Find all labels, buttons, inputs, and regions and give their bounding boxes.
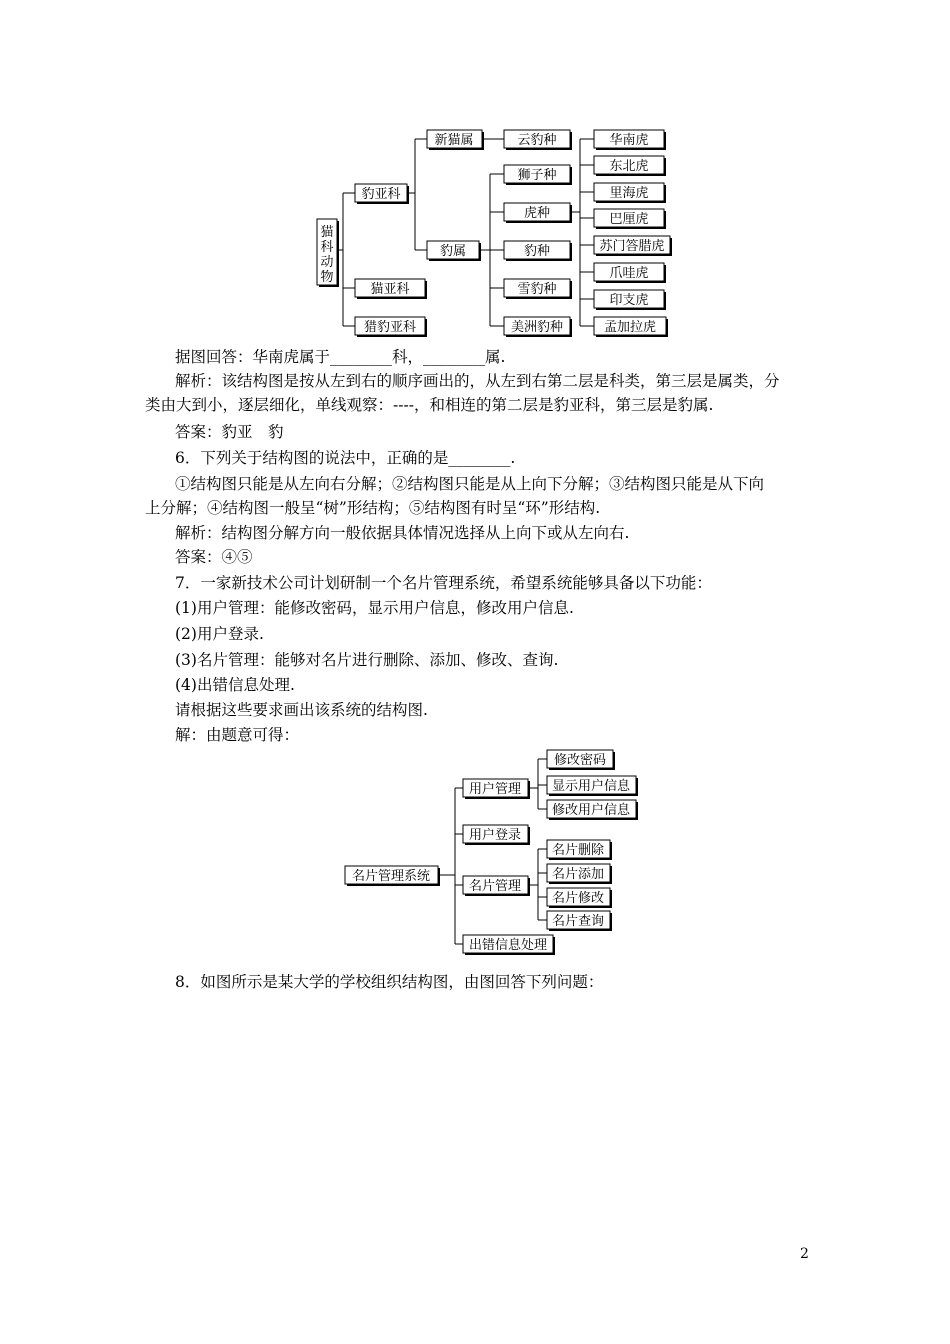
svg-text:名片删除: 名片删除	[551, 843, 605, 858]
svg-text:豹属: 豹属	[439, 244, 467, 259]
svg-text:名片管理: 名片管理	[468, 879, 522, 894]
node-level1-2	[463, 876, 530, 896]
svg-text:巴厘虎: 巴厘虎	[609, 212, 649, 227]
question-prompt: 据图回答：华南虎属于________科，________属.	[175, 348, 506, 366]
node-subspecies-7	[594, 317, 668, 337]
question-7-requirement: 请根据这些要求画出该系统的结构图.	[175, 701, 428, 719]
svg-text:猎豹亚科: 猎豹亚科	[363, 320, 417, 335]
svg-text:虎种: 虎种	[523, 206, 551, 221]
svg-text:爪哇虎: 爪哇虎	[609, 266, 649, 281]
svg-text:名片管理系统: 名片管理系统	[351, 869, 431, 884]
answer-6: 答案：④⑤	[175, 548, 253, 566]
svg-text:用户登录: 用户登录	[468, 828, 522, 843]
node-subspecies-6	[594, 290, 666, 310]
svg-text:名片添加: 名片添加	[551, 867, 605, 882]
node-genus-0	[427, 130, 484, 150]
node-card-mgmt-0	[547, 840, 612, 860]
node-species-2	[504, 203, 572, 223]
question-6: 6．下列关于结构图的说法中，正确的是________.	[175, 449, 516, 467]
cat-family-diagram	[0, 0, 950, 345]
node-user-mgmt-1	[547, 776, 638, 796]
svg-text:印支虎: 印支虎	[609, 293, 649, 308]
node-user-mgmt-2	[547, 800, 638, 820]
analysis-1-line-1: 解析：该结构图是按从左到右的顺序画出的，从左到右第二层是科类，第三层是属类，分	[175, 372, 780, 390]
question-7-item-4: (4)出错信息处理.	[175, 676, 295, 694]
node-subspecies-2	[594, 183, 666, 203]
node-card-root	[345, 866, 440, 886]
node-subspecies-5	[594, 263, 666, 283]
svg-text:狮子种: 狮子种	[517, 168, 557, 183]
question-8: 8．如图所示是某大学的学校组织结构图，由图回答下列问题：	[175, 973, 604, 991]
node-root	[317, 219, 339, 287]
svg-text:猫亚科: 猫亚科	[370, 282, 410, 297]
question-7-solution: 解：由题意可得：	[175, 726, 300, 744]
svg-text:显示用户信息: 显示用户信息	[551, 779, 631, 794]
node-level1-0	[463, 779, 530, 799]
node-subspecies-0	[594, 130, 666, 150]
node-level1-1	[463, 825, 530, 845]
question-7: 7．一家新技术公司计划研制一个名片管理系统，希望系统能够具备以下功能：	[175, 574, 712, 592]
svg-text:修改用户信息: 修改用户信息	[551, 803, 631, 818]
node-subfamily-1	[355, 279, 427, 299]
node-subspecies-1	[594, 156, 666, 176]
node-species-1	[504, 165, 572, 185]
svg-text:苏门答腊虎: 苏门答腊虎	[599, 239, 665, 254]
node-subspecies-4	[594, 236, 672, 256]
question-7-item-2: (2)用户登录.	[175, 625, 264, 643]
node-species-4	[504, 279, 572, 299]
svg-text:名片修改: 名片修改	[551, 891, 605, 906]
node-card-mgmt-3	[547, 911, 612, 931]
svg-text:孟加拉虎: 孟加拉虎	[603, 320, 657, 335]
svg-text:美洲豹种: 美洲豹种	[510, 320, 564, 335]
svg-text:豹亚科: 豹亚科	[361, 187, 401, 202]
question-7-item-3: (3)名片管理：能够对名片进行删除、添加、修改、查询.	[175, 651, 559, 669]
svg-text:名片查询: 名片查询	[551, 914, 605, 929]
node-genus-1	[427, 241, 481, 261]
svg-text:用户管理: 用户管理	[468, 782, 522, 797]
node-species-5	[504, 317, 572, 337]
node-card-mgmt-1	[547, 864, 612, 884]
node-species-0	[504, 130, 572, 150]
node-level1-3	[463, 935, 555, 955]
node-subfamily-2	[355, 317, 427, 337]
question-6-options-line-2: 上分解；④结构图一般呈“树”形结构；⑤结构图有时呈“环”形结构.	[145, 499, 601, 517]
card-system-diagram	[0, 745, 950, 965]
svg-text:豹种: 豹种	[523, 244, 551, 259]
svg-text:动: 动	[320, 255, 334, 270]
svg-text:出错信息处理: 出错信息处理	[468, 938, 548, 953]
svg-text:里海虎: 里海虎	[609, 186, 649, 201]
svg-text:新猫属: 新猫属	[434, 133, 474, 148]
node-subfamily-0	[355, 184, 409, 204]
question-7-item-1: (1)用户管理：能修改密码，显示用户信息，修改用户信息.	[175, 599, 574, 617]
analysis-1-line-2: 类由大到小，逐层细化，单线观察：----，和相连的第二层是豹亚科，第三层是豹属.	[145, 396, 714, 414]
question-6-options-line-1: ①结构图只能是从左向右分解；②结构图只能是从上向下分解；③结构图只能是从下向	[175, 475, 765, 493]
svg-text:云豹种: 云豹种	[517, 133, 557, 148]
svg-text:修改密码: 修改密码	[553, 753, 607, 768]
node-user-mgmt-0	[547, 750, 615, 770]
svg-text:东北虎: 东北虎	[609, 159, 649, 174]
analysis-6: 解析：结构图分解方向一般依据具体情况选择从上向下或从左向右.	[175, 524, 630, 542]
svg-text:华南虎: 华南虎	[609, 133, 649, 148]
svg-text:猫: 猫	[320, 225, 334, 240]
answer-1: 答案：豹亚 豹	[175, 423, 284, 441]
svg-text:物: 物	[320, 270, 334, 285]
page-number: 2	[800, 1246, 809, 1262]
node-species-3	[504, 241, 572, 261]
svg-text:雪豹种: 雪豹种	[517, 282, 557, 297]
svg-text:科: 科	[320, 240, 334, 255]
node-card-mgmt-2	[547, 888, 612, 908]
node-subspecies-3	[594, 209, 666, 229]
